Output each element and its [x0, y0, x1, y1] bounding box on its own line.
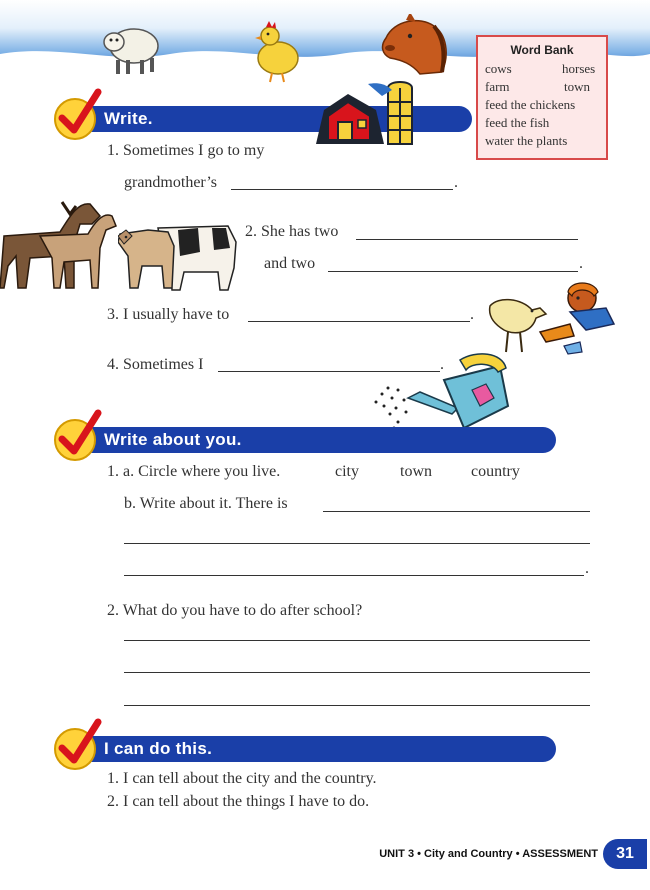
word-bank-item: feed the chickens — [485, 97, 576, 112]
answer-line[interactable] — [124, 543, 590, 544]
can-do-item: 2. I can tell about the things I have to do. — [107, 793, 370, 810]
barn-illustration — [312, 78, 420, 148]
write-about-it-prompt: b. Write about it. There is — [124, 495, 288, 512]
circle-question: 1. a. Circle where you live. — [107, 463, 281, 480]
checkmark-icon — [54, 98, 96, 140]
answer-line[interactable] — [124, 672, 590, 673]
word-bank-title: Word Bank — [510, 43, 574, 57]
checkmark-icon — [54, 419, 96, 461]
word-bank-item: horses — [562, 61, 596, 76]
period: . — [440, 356, 444, 373]
word-bank-item: farm — [485, 79, 510, 94]
write-question-2-continued: and two — [264, 255, 316, 272]
answer-blank[interactable] — [231, 189, 453, 190]
answer-line[interactable] — [124, 705, 590, 706]
choice-country[interactable]: country — [471, 463, 520, 480]
answer-blank[interactable] — [323, 511, 590, 512]
cows-illustration — [118, 212, 240, 292]
feeding-chickens-illustration — [486, 280, 618, 358]
period: . — [579, 255, 583, 272]
write-question-1: 1. Sometimes I go to my — [107, 142, 265, 159]
section-title-i-can-do-this: I can do this. — [104, 739, 213, 758]
watering-can-illustration — [368, 350, 512, 434]
chicken-illustration — [252, 18, 302, 84]
word-bank-item: town — [564, 79, 590, 94]
answer-blank[interactable] — [328, 271, 578, 272]
answer-blank[interactable] — [248, 321, 470, 322]
period: . — [470, 306, 474, 323]
horses-illustration — [0, 196, 118, 292]
horse-head-illustration — [376, 14, 454, 80]
can-do-item: 1. I can tell about the city and the country. — [107, 770, 377, 787]
word-bank-item: cows — [485, 61, 512, 76]
section-title-write: Write. — [104, 109, 153, 128]
footer-unit-label: UNIT 3 • City and Country • ASSESSMENT — [379, 848, 598, 860]
period: . — [585, 560, 589, 577]
write-question-4: 4. Sometimes I — [107, 356, 204, 373]
word-bank — [476, 35, 608, 160]
word-bank-item: water the plants — [485, 133, 568, 148]
after-school-question: 2. What do you have to do after school? — [107, 602, 363, 619]
write-question-2: 2. She has two — [245, 223, 339, 240]
answer-blank[interactable] — [356, 239, 578, 240]
write-question-1-continued: grandmother’s — [124, 174, 218, 191]
checkmark-icon — [54, 728, 96, 770]
word-bank-item: feed the fish — [485, 115, 550, 130]
write-question-3: 3. I usually have to — [107, 306, 230, 323]
section-title-write-about-you: Write about you. — [104, 430, 242, 449]
page-number: 31 — [603, 839, 647, 869]
period: . — [454, 174, 458, 191]
choice-city[interactable]: city — [335, 463, 359, 480]
answer-line[interactable] — [124, 575, 584, 576]
choice-town[interactable]: town — [400, 463, 432, 480]
answer-line[interactable] — [124, 640, 590, 641]
sheep-illustration — [100, 22, 162, 76]
